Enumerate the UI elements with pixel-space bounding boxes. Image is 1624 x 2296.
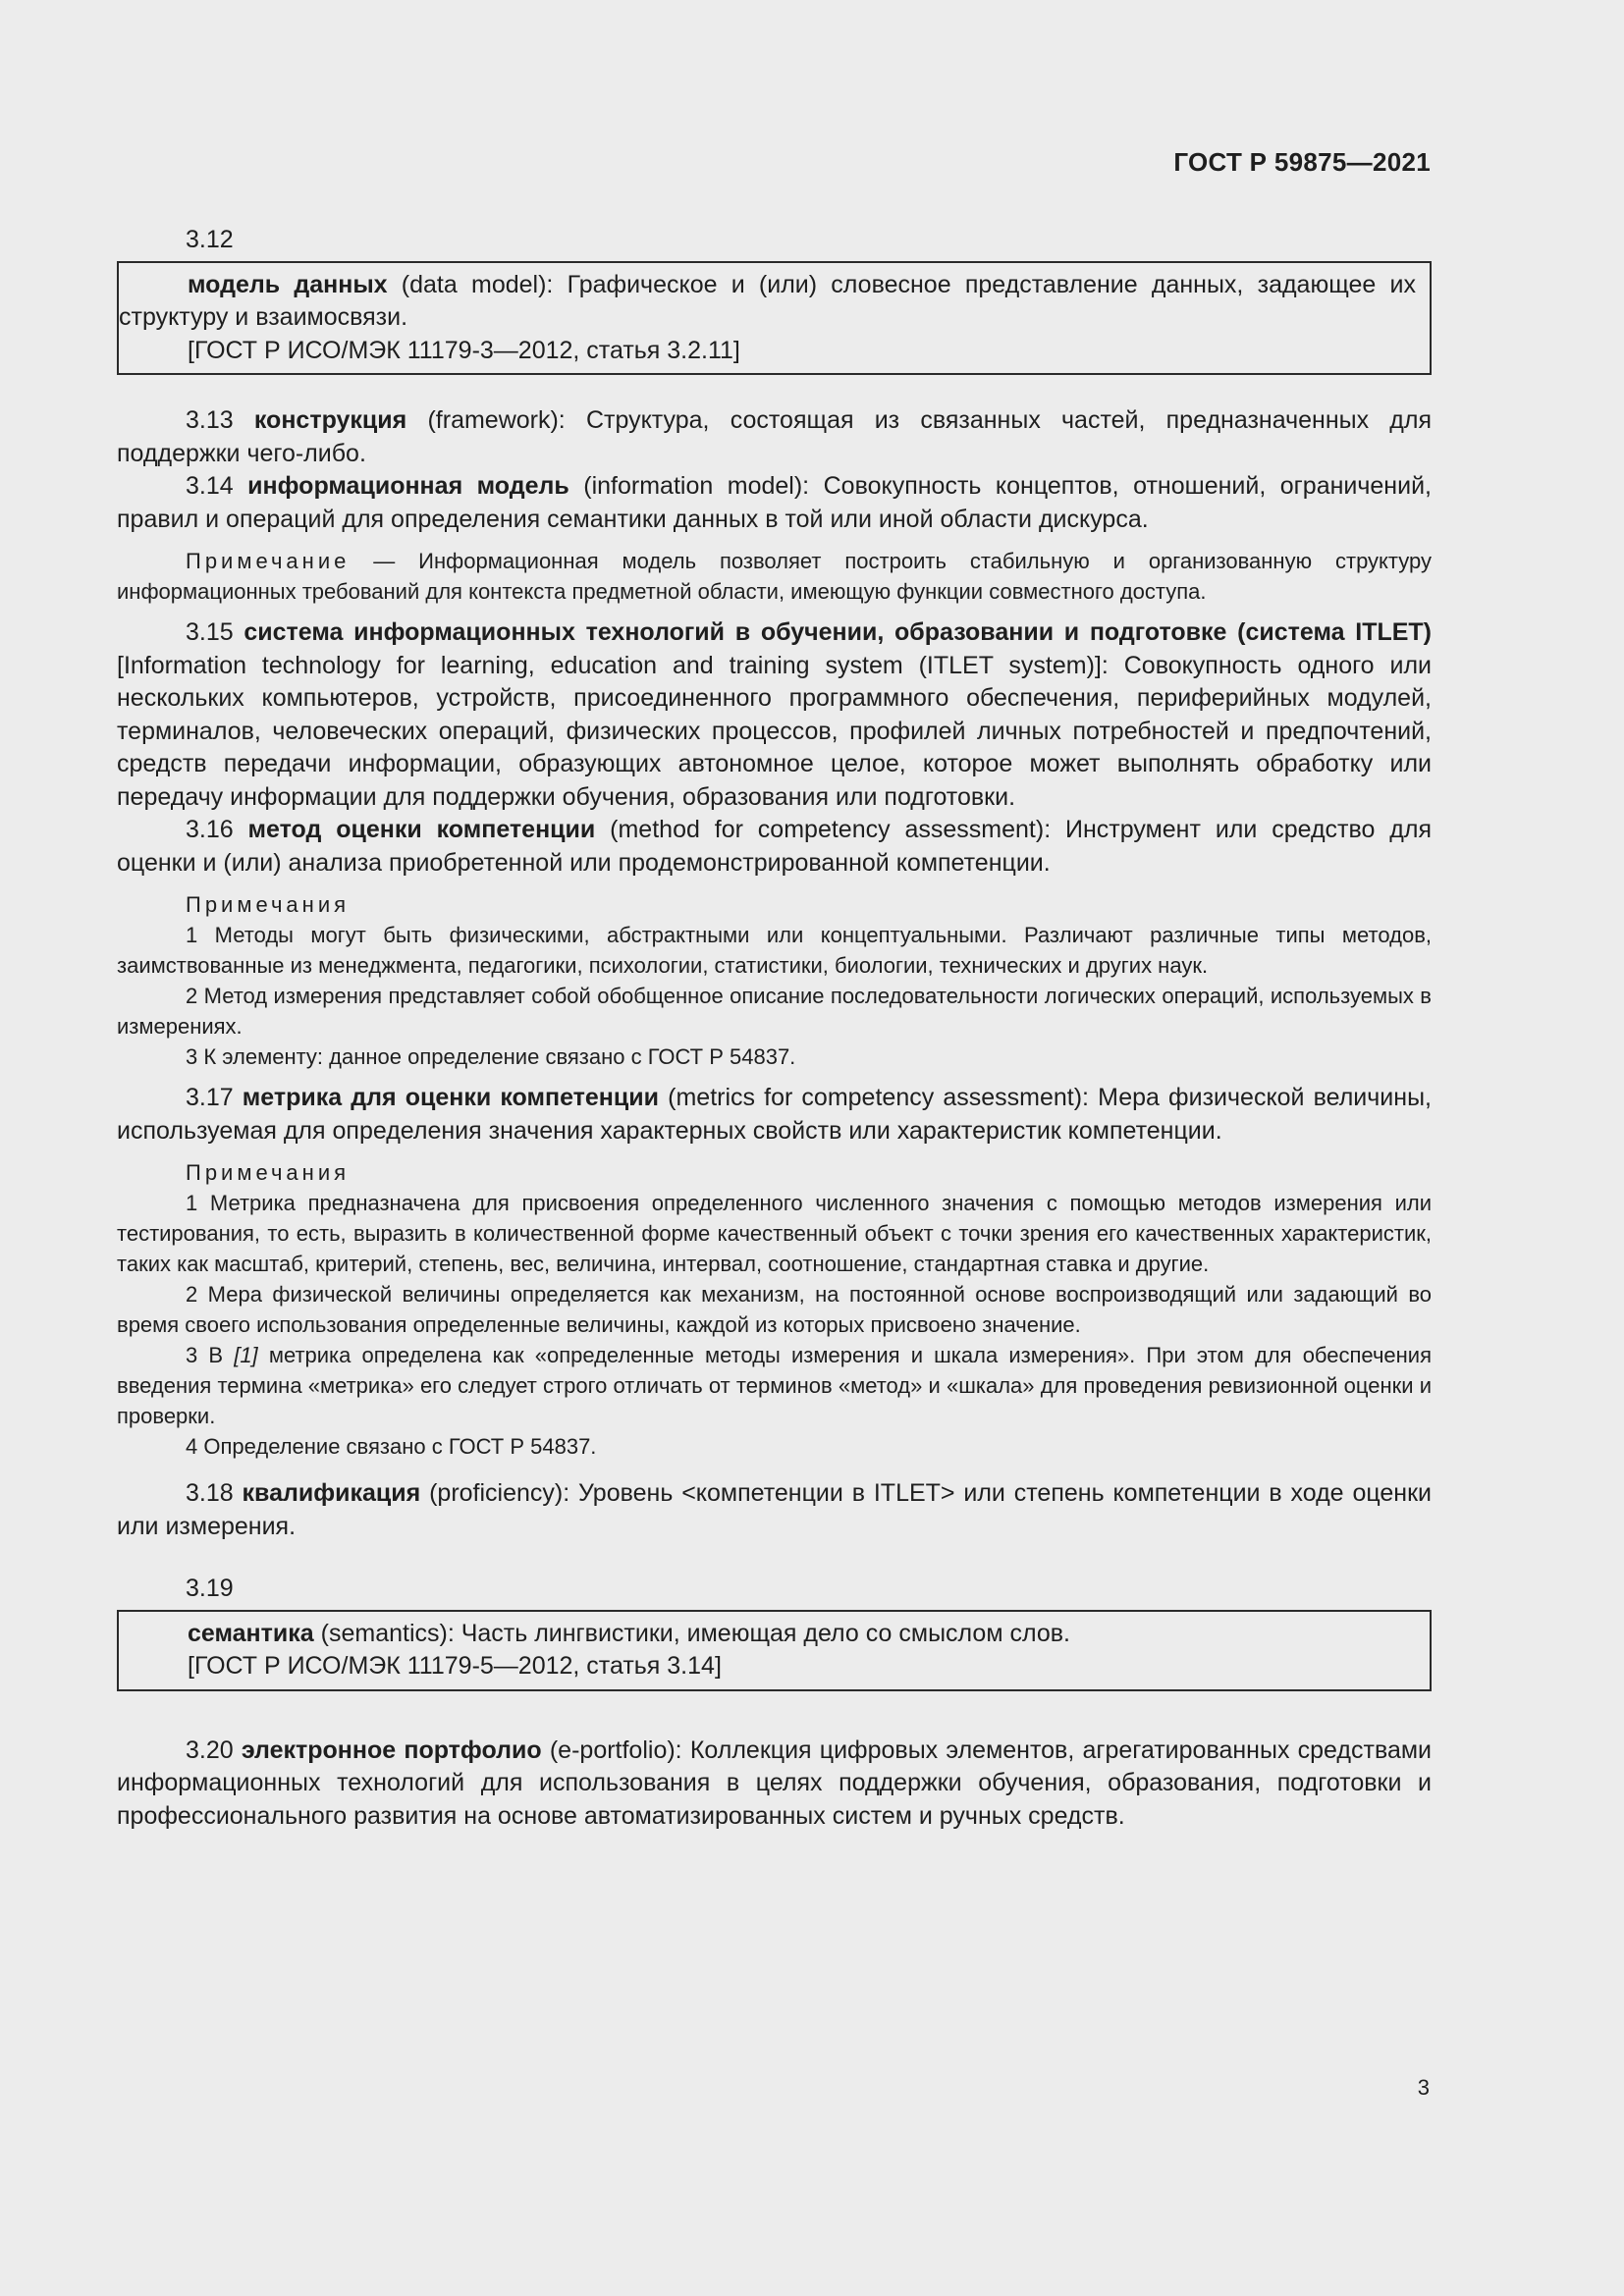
content-body — [117, 224, 1432, 1833]
note-label: Примечание — [186, 549, 351, 573]
clause-3-16-notes-heading: Примечания — [186, 892, 351, 917]
clause-3-13-term: конструкция — [253, 406, 407, 434]
clause-3-17-note-3: 3 В [1] метрика определена как «определенные методы измерения и шкала измерения». При этом для обеспечения введения термина «метрика» его следует строго отличать от терминов «метод» и «шкала» для проведения ревизионной оценки и проверки. — [117, 1343, 1432, 1428]
clause-3-19-definition: семантика (semantics): Часть лингвистики, имеющая дело со смыслом слов. — [188, 1619, 1070, 1647]
clause-3-12-number: 3.12 — [186, 226, 234, 253]
clause-3-17-note-2: 2 Мера физической величины определяется как механизм, на постоянной основе воспроизводящий или задающий во время своего использования определенные величины, каждой из которых присвоено значение. — [117, 1282, 1432, 1337]
clause-3-18-term: квалификация — [242, 1479, 421, 1507]
clause-3-12-term: модель данных — [188, 270, 388, 298]
clause-3-20-term: электронное портфолио — [241, 1735, 542, 1764]
clause-3-12-source: [ГОСТ Р ИСО/МЭК 11179-3—2012, статья 3.2.11] — [188, 336, 740, 364]
clause-3-17: 3.17 метрика для оценки компетенции (metrics for competency assessment): Мера физической величины, используемая для определения значения характерных свойств или характеристик компетенции. — [117, 1084, 1432, 1145]
clause-3-19-term: семантика — [188, 1619, 314, 1647]
clause-3-18: 3.18 квалификация (proficiency): Уровень <компетенции в ITLET> или степень компетенции в ходе оценки или измерения. — [117, 1479, 1432, 1540]
clause-3-16-note-2: 2 Метод измерения представляет собой обобщенное описание последовательности логических операций, используемых в измерениях. — [117, 984, 1432, 1039]
document-id-header: ГОСТ Р 59875—2021 — [1173, 147, 1431, 177]
clause-3-16: 3.16 метод оценки компетенции (method for competency assessment): Инструмент или средство для оценки и (или) анализа приобретенной или продемонстрированной компетенции. — [117, 816, 1433, 877]
clause-3-17-notes-heading: Примечания — [186, 1160, 351, 1185]
clause-3-12-definition: модель данных (data model): Графическое и (или) словесное представление данных, задающее их структуру и взаимосвязи. — [119, 270, 1416, 331]
clause-3-14-term: информационная модель — [247, 472, 569, 500]
clause-3-17-note-4: 4 Определение связано с ГОСТ Р 54837. — [186, 1434, 597, 1459]
clause-3-16-note-3: 3 К элементу: данное определение связано с ГОСТ Р 54837. — [186, 1044, 796, 1069]
clause-3-12-box — [117, 261, 1432, 376]
clause-3-15-term: система информационных технологий в обучении, образовании и подготовке (система ITLET) — [244, 618, 1433, 646]
clause-3-14: 3.14 информационная модель (information model): Совокупность концептов, отношений, ограничений, правил и операций для определения семантики данных в той или иной области дискурса. — [117, 472, 1432, 533]
clause-3-17-note-1: 1 Метрика предназначена для присвоения определенного численного значения с помощью методов измерения или тестирования, то есть, выразить в количественной форме качественный объект с точки зрения его качественных характеристик, таких как масштаб, критерий, степень, вес, величина, интервал, соотношение, стандартная ставка и другие. — [117, 1191, 1432, 1276]
clause-3-13: 3.13 конструкция (framework): Структура, состоящая из связанных частей, предназначенных для поддержки чего-либо. — [117, 406, 1433, 467]
clause-3-16-note-1: 1 Методы могут быть физическими, абстрактными или концептуальными. Различают различные типы методов, заимствованные из менеджмента, педагогики, психологии, статистики, биологии, технических и других наук. — [117, 923, 1432, 978]
clause-3-16-term: метод оценки компетенции — [247, 816, 596, 843]
clause-3-14-note: Примечание — Информационная модель позволяет построить стабильную и организованную структуру информационных требований для контекста предметной области, имеющую функции совместного доступа. — [117, 549, 1432, 604]
page-number: 3 — [1417, 2075, 1430, 2100]
clause-3-19-number: 3.19 — [186, 1575, 234, 1602]
clause-3-19-box — [117, 1610, 1432, 1691]
clause-3-20: 3.20 электронное портфолио (e-portfolio): Коллекция цифровых элементов, агрегатированных средствами информационных технологий для использования в целях поддержки обучения, образования, подготовки и профессионального развития на основе автоматизированных систем и ручных средств. — [117, 1735, 1432, 1830]
clause-3-15: 3.15 система информационных технологий в обучении, образовании и подготовке (система ITLET) [Information technology for learning, education and training system (ITLET system)]: Совокупность одного или нескольких компьютеров, устройств, присоединенного программного обеспечения, периферийных модулей, терминалов, человеческих операций, физических процессов, профилей личных потребностей и предпочтений, средств передачи информации, образующих автономное целое, которое может выполнять обработку или передачу информации для поддержки обучения, образования или подготовки. — [117, 618, 1433, 811]
clause-3-17-term: метрика для оценки компетенции — [242, 1084, 660, 1111]
clause-3-19-source: [ГОСТ Р ИСО/МЭК 11179-5—2012, статья 3.14] — [188, 1652, 722, 1680]
bibliography-reference: [1] — [234, 1343, 258, 1367]
